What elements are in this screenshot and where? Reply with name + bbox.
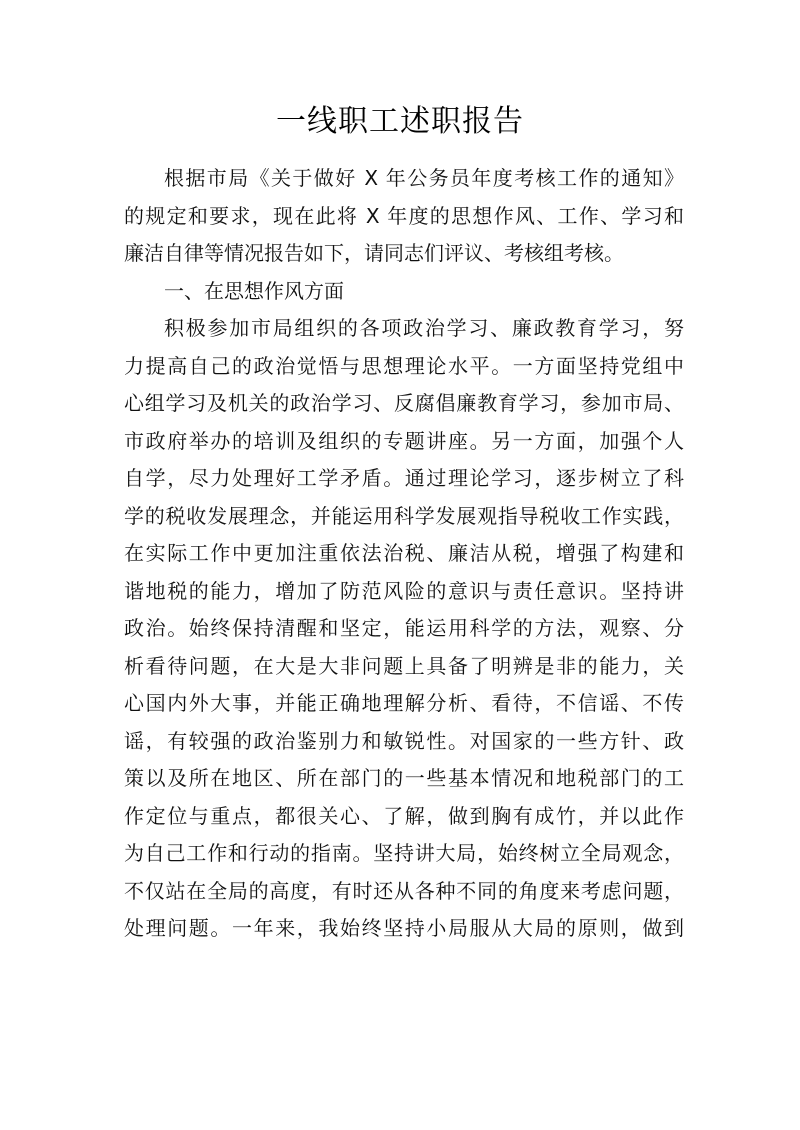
paragraph-line: 自学，尽力处理好工学矛盾。通过理论学习，逐步树立了科 [124,466,684,490]
paragraph-line: 廉洁自律等情况报告如下，请同志们评议、考核组考核。 [124,241,624,265]
paragraph-line: 谐地税的能力，增加了防范风险的意识与责任意识。坚持讲 [124,578,684,603]
paragraph-line: 析看待问题，在大是大非问题上具备了明辨是非的能力，关 [124,653,684,678]
paragraph-line: 积极参加市局组织的各项政治学习、廉政教育学习，努 [164,316,684,340]
paragraph-line: 心国内外大事，并能正确地理解分析、看待，不信谣、不传 [124,691,684,715]
paragraph-line: 力提高自己的政治觉悟与思想理论水平。一方面坚持党组中 [124,353,684,378]
paragraph-line: 一、在思想作风方面 [164,278,344,303]
paragraph-line: 不仅站在全局的高度，有时还从各种不同的角度来考虑问题， [124,878,684,903]
paragraph-line: 政治。始终保持清醒和坚定，能运用科学的方法，观察、分 [124,616,684,640]
document-body [124,160,684,948]
paragraph-line: 处理问题。一年来，我始终坚持小局服从大局的原则，做到 [124,916,684,940]
paragraph-line: 心组学习及机关的政治学习、反腐倡廉教育学习，参加市局、 [124,391,684,415]
document-title: 一线职工述职报告 [276,104,524,139]
paragraph-line: 根据市局《关于做好 X 年公务员年度考核工作的通知》 [164,166,684,190]
paragraph-line: 为自己工作和行动的指南。坚持讲大局，始终树立全局观念， [124,841,684,865]
paragraph-line: 策以及所在地区、所在部门的一些基本情况和地税部门的工 [124,766,684,790]
paragraph-line: 学的税收发展理念，并能运用科学发展观指导税收工作实践， [124,503,684,528]
paragraph-line: 的规定和要求，现在此将 X 年度的思想作风、工作、学习和 [124,203,684,228]
paragraph-line: 在实际工作中更加注重依法治税、廉洁从税，增强了构建和 [124,541,684,565]
paragraph-line: 市政府举办的培训及组织的专题讲座。另一方面，加强个人 [124,428,684,453]
paragraph-line: 作定位与重点，都很关心、了解，做到胸有成竹，并以此作 [124,803,684,828]
paragraph-line: 谣，有较强的政治鉴别力和敏锐性。对国家的一些方针、政 [124,728,684,753]
